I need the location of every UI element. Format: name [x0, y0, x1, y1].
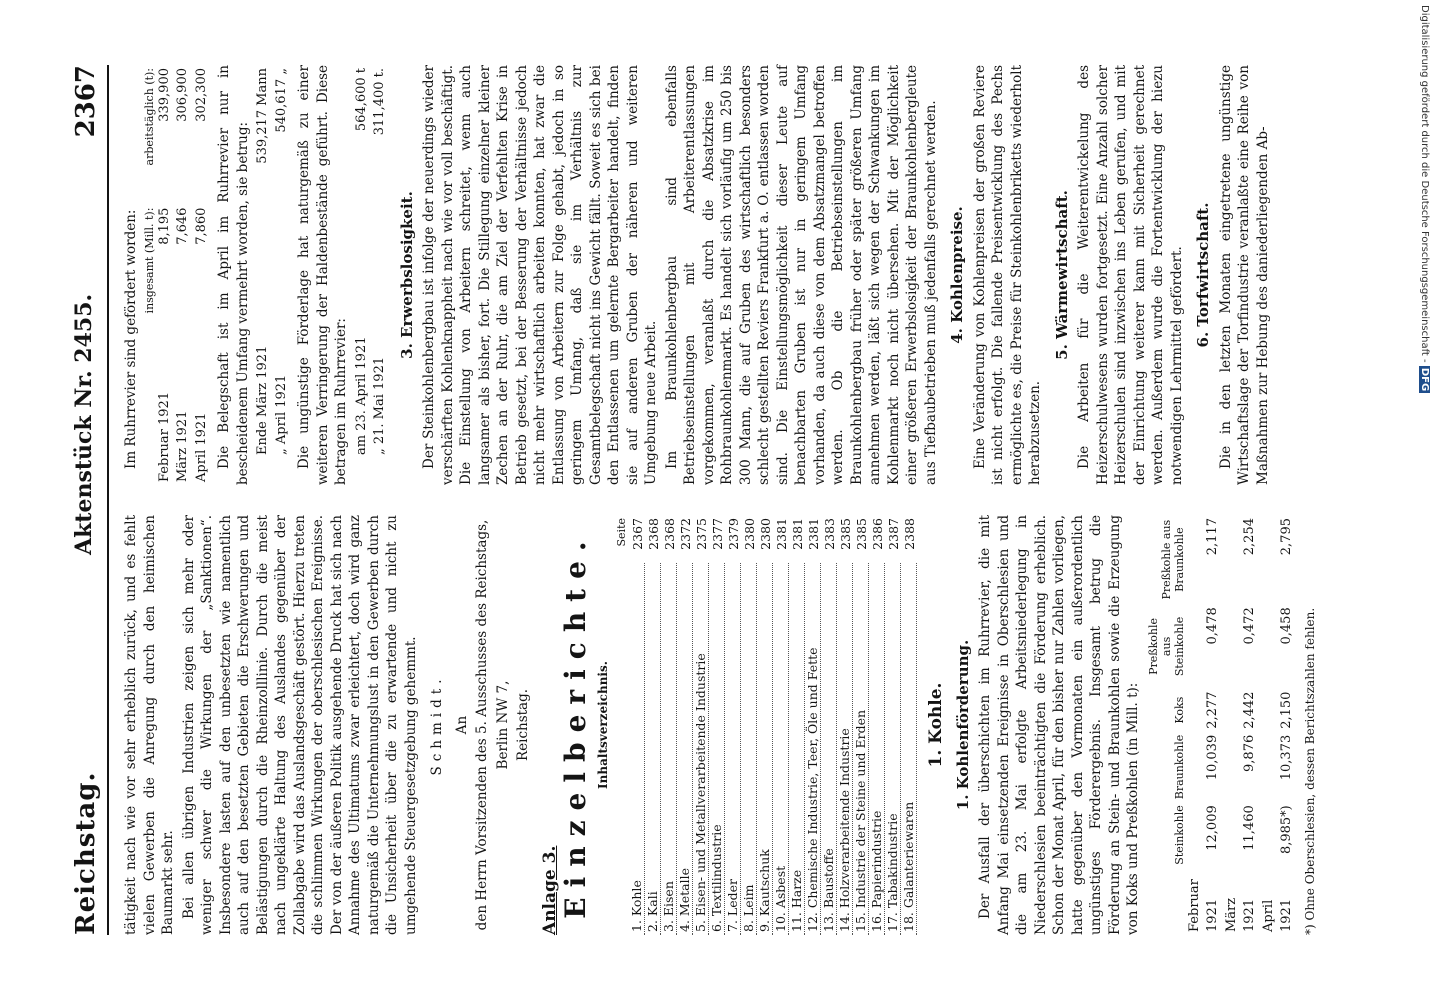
table-row [353, 65, 372, 485]
paragraph: Der Steinkohlenbergbau ist infolge der neuerdings wieder verschärften Kohlenknappheit nach wie vor voll beschäftigt. Die Einstellung von Arbeitern schreitet, wenn auch langsamer als bisher, fort. Die Stillegung einzelner kleiner Zechen an der Ruhr, die am Ziel der Verfehlten Krise in Betrieb gesetzt, bei der Besserung der Verhältnisse jedoch nicht mehr wirtschaftlich arbeiten konnten, hat zwar die Entlassung von Arbeitern zur Folge gehabt, jedoch in so geringem Umfang, daß sie im Verhältnis zur Gesamtbelegschaft nicht ins Gewicht fällt. Soweit es sich bei den Entlassenen um gelernte Bergarbeiter handelt, finden sie auf anderen Gruben der näheren und weiteren Umgebung neue Arbeit. [421, 65, 659, 485]
toc-row [661, 515, 677, 935]
table-cell: 540,617 „ [273, 68, 289, 133]
toc-label: 13. Baustoffe [821, 563, 837, 935]
paragraph: Die Belegschaft ist im April im Ruhrrevier nur in bescheidenem Umfang vermehrt worden, sie betrug: [216, 65, 251, 485]
table-cell: „ 21. Mai 1921 [372, 356, 387, 455]
toc-page: 2386 [869, 518, 885, 550]
table-cell: 564,600 t [353, 68, 369, 132]
table-cell: 7,860 [193, 207, 209, 245]
toc-row [821, 515, 837, 935]
table-header: Preßkohle aus Braunkohle [1159, 519, 1186, 600]
toc-label: 7. Leder [725, 563, 741, 935]
table-cell: 2,150 [1279, 691, 1294, 729]
table-row [156, 65, 175, 485]
table-cell: 10,039 [1205, 734, 1220, 781]
toc-row [789, 515, 805, 935]
table-cell: 0,478 [1205, 607, 1220, 645]
addressee-line: den Herrn Vorsitzenden des 5. Ausschusses des Reichstags, [474, 519, 490, 931]
toc-page: 2388 [901, 518, 917, 550]
toc-page: 2367 [629, 518, 645, 550]
paragraph: tätigkeit nach wie vor sehr erheblich zurück, und es fehlt vielen Gewerben die Anregung durch den heimischen Baumarkt sehr. [123, 515, 176, 935]
heading-erwerbslosigkeit: 3. Erwerbslosigkeit. [397, 191, 416, 359]
toc-row [741, 515, 757, 935]
toc-label: 10. Asbest [773, 563, 789, 935]
appendix-label: Anlage 3. [539, 845, 560, 935]
table-cell: 8,195 [156, 207, 172, 245]
toc-label: 12. Chemische Industrie, Teer, Öle und Fette [805, 563, 821, 935]
table-header [1147, 868, 1186, 935]
toc-row [901, 515, 917, 935]
belegschaft-table [254, 65, 291, 485]
paragraph: Die ungünstige Förderlage hat naturgemäß zu einer weiteren Verringerung der Haldenbestände geführt. Diese betragen im Ruhrrevier: [296, 65, 349, 485]
toc-page: 2381 [805, 518, 821, 550]
toc-row [805, 515, 821, 935]
paragraph: Der Ausfall der überschichten im Ruhrrevier, die mit Anfang Mai einsetzenden Ereignisse in Oberschlesien und die am 23. Mai erfolgte Arbeitsniederlegung in Niederschlesien beeinträchtigten die Förderung erheblich. Schon der Monat April, für den bisher nur Zahlen vorliegen, hatte gegenüber den Vormonaten ein außerordentlich ungünstiges Förderergebnis. Insgesamt betrug die Förderung an Stein- und Braunkohlen sowie die Erzeugung von Koks und Preßkohlen (in Mill. t): [977, 515, 1141, 935]
toc-page: 2379 [725, 518, 741, 550]
paragraph: Im Ruhrrevier sind gefördert worden: [123, 209, 139, 469]
heading-torfwirtschaft: 6. Torfwirtschaft. [1194, 202, 1212, 348]
table-row [273, 65, 292, 485]
signature: Schmidt. [429, 674, 445, 776]
dfg-side-strip [1416, 5, 1430, 965]
toc-label: 8. Leim [741, 563, 757, 935]
toc-page: 2380 [741, 518, 757, 550]
header-left: Reichstag. [71, 771, 101, 935]
paragraph: Bei allen übrigen Industrien zeigen sich mehr oder weniger schwer die Wirkungen der „Sanktionen“. Insbesondere lasten auf den unbesetzten wie namentlich auch auf den besetzten Gebieten die Erschwerungen und Belästigungen durch die Rheinzolllinie. Durch die meist nach ungeklärte Haltung des Auslandes gegenüber der Zollabgabe wird das Auslandsgeschäft gestört. Hierzu treten die schlimmen Wirkungen der oberschlesischen Ereignisse. Der von der äußeren Politik ausgehende Druck hat sich nach Annahme des Ultimatums zwar erleichtert, doch wird ganz naturgemäß die Unternehmungslust in den Gewerben durch die Unsicherheit über die zu erwartende und nicht zu umgehende Steuergesetzgebung gehemmt. [180, 515, 419, 935]
table-cell: 12,009 [1205, 805, 1220, 851]
heading-waermewirtschaft: 5. Wärmewirtschaft. [1052, 190, 1071, 360]
table-cell: März 1921 [1223, 897, 1257, 932]
toc-page: 2385 [853, 518, 869, 550]
table-of-contents [614, 515, 917, 935]
production-table [1147, 515, 1297, 935]
paragraph: Eine Veränderung von Kohlenpreisen der großen Reviere ist nicht erfolgt. Die fallende Preisentwicklung des Pechs ermöglichte es, die Preise für Steinkohlenbriketts wiederholt herabzusetzen. [971, 65, 1043, 485]
table-row [1223, 515, 1260, 935]
table-cell: 9,876 [1242, 734, 1257, 772]
left-column [122, 515, 1321, 935]
toc-page-heading: Seite [615, 518, 628, 547]
table-row [371, 65, 390, 485]
table-header: arbeitstäglich (t): [142, 68, 156, 166]
table-cell: April 1921 [193, 412, 209, 482]
table-cell: Februar 1921 [1186, 879, 1220, 932]
toc-row [773, 515, 789, 935]
table-header: Braunkohle [1172, 734, 1186, 800]
table-cell: Februar 1921 [156, 391, 172, 482]
toc-row [853, 515, 869, 935]
toc-label: 18. Galanteriewaren [901, 563, 917, 935]
dfg-credit [1416, 5, 1430, 965]
heading-kohle: 1. Kohle. [926, 682, 946, 768]
paragraph: Die Arbeiten für die Weiterentwickelung des Heizerschulwesens wurden fortgesetzt. Eine Anzahl solcher Heizerschulen sind inzwischen ins Leben gerufen, und mit der Einrichtung weiterer kann mit Sicherheit gerechnet werden. Außerdem wurde die Fortentwicklung der hiezu notwendigen Lehrmittel gefördert. [1076, 65, 1185, 485]
toc-row [645, 515, 661, 935]
toc-row [629, 515, 645, 935]
toc-label: 16. Papierindustrie [869, 563, 885, 935]
table-cell: 0,458 [1279, 607, 1294, 645]
toc-page: 2381 [789, 518, 805, 550]
toc-row [757, 515, 773, 935]
table-cell: April 1921 [1260, 898, 1294, 932]
toc-label: 4. Metalle [677, 563, 693, 935]
address-an: An [453, 715, 470, 735]
table-cell: 10,373 [1279, 734, 1294, 781]
toc-row [837, 515, 853, 935]
toc-label: 2. Kali [645, 563, 661, 935]
paragraph: Die in den letzten Monaten eingetretene ungünstige Wirtschaftslage der Torfindustrie veranlaßte eine Reihe von Maßnahmen zur Hebung des daniederliegenden Ab- [1217, 65, 1271, 485]
table-cell: 7,646 [175, 207, 190, 245]
table-cell: am 23. April 1921 [353, 336, 369, 455]
toc-page: 2381 [773, 518, 789, 550]
toc-label: 17. Tabakindustrie [885, 563, 901, 935]
addressee-line: Reichstag. [515, 688, 531, 762]
table-row [174, 65, 193, 485]
table-cell: 302,300 [193, 68, 209, 122]
table-cell: 306,900 [175, 68, 190, 122]
table-cell: 2,117 [1205, 518, 1220, 556]
dfg-logo: DFG [1419, 367, 1430, 392]
addressee-line: Berlin NW 7, [494, 680, 511, 770]
toc-page: 2387 [885, 518, 901, 550]
table-cell: 2,277 [1205, 691, 1220, 729]
table-cell: 339,900 [156, 68, 172, 122]
table-cell: 2,254 [1242, 518, 1257, 556]
ruhr-table [143, 65, 212, 485]
toc-label: 15. Industrie der Steine und Erden [853, 563, 869, 935]
page-number: 2367 [71, 65, 101, 138]
table-header: insgesamt (Mill. t): [142, 207, 156, 314]
toc-row [677, 515, 693, 935]
table-header: Koks [1172, 696, 1186, 724]
heading-kohlenpreise: 4. Kohlenpreise. [948, 206, 966, 344]
toc-label: 14. Holzverarbeitende Industrie [837, 563, 853, 935]
toc-label: 1. Kohle [629, 563, 645, 935]
halden-table [353, 65, 390, 485]
table-cell: 11,460 [1242, 805, 1257, 851]
table-cell: 2,795 [1279, 518, 1294, 556]
right-column [122, 65, 1274, 485]
toc-heading: Inhaltsverzeichnis. [595, 661, 610, 789]
table-cell: 0,472 [1242, 607, 1257, 645]
toc-label: 9. Kautschuk [757, 563, 773, 935]
toc-page: 2383 [821, 518, 837, 550]
table-row [1186, 515, 1223, 935]
section-title: Einzelberichte. [559, 531, 592, 919]
table-row [1260, 515, 1297, 935]
table-header: Steinkohle [1172, 805, 1186, 865]
toc-row [885, 515, 901, 935]
toc-page: 2375 [693, 518, 709, 550]
table-cell: 539,217 Mann [255, 68, 270, 164]
toc-row [725, 515, 741, 935]
rotated-page [32, 25, 1402, 975]
toc-page: 2368 [645, 518, 661, 550]
toc-page: 2377 [709, 518, 725, 550]
table-header: Preßkohle aus Steinkohle [1146, 616, 1186, 677]
table-cell: 2,442 [1242, 691, 1257, 729]
table-cell: März 1921 [175, 410, 190, 482]
table-cell: „ April 1921 [273, 374, 289, 455]
toc-row [869, 515, 885, 935]
paragraph: Im Braunkohlenbergbau sind ebenfalls Betriebseinstellungen mit Arbeiterentlassungen vorgekommen, veranlaßt durch die Absatzkrise im Rohbraunkohlenmarkt. Es handelt sich vorläufig um 250 bis 300 Mann, die auf Gruben des wirtschaftlich besonders schlecht gestellten Reviers Frankfurt a. O. entlassen worden sind. Die Einstellungsmöglichkeit dieser Leute auf benachbarten Gruben ist nur in geringem Umfang vorhanden, da auch diese von dem Absatzmangel betroffen werden. Ob die Betriebseinstellungen im Braunkohlenbergbau früher oder später größeren Umfang annehmen werden, läßt sich wegen der Schwankungen im Kohlenmarkt noch nicht übersehen. Mit der Möglichkeit einer größeren Erwerbslosigkeit der Braunkohlenbergleute aus Tiefbaubetrieben muß jedenfalls gerechnet werden. [663, 65, 939, 485]
toc-row [709, 515, 725, 935]
dfg-credit-text: Digitalisierung gefördert durch die Deutsche Forschungsgemeinschaft - [1419, 5, 1430, 363]
table-cell: 311,400 t. [372, 68, 387, 136]
toc-label: 11. Harze [789, 563, 805, 935]
table-row [254, 65, 273, 485]
header-document-number: Aktenstück Nr. 2455. [71, 293, 97, 555]
toc-label: 3. Eisen [661, 563, 677, 935]
footnote: *) Ohne Oberschlesien, dessen Berichtszahlen fehlen. [1302, 607, 1317, 935]
toc-row [693, 515, 709, 935]
toc-page: 2372 [677, 518, 693, 550]
table-cell: Ende März 1921 [255, 345, 270, 455]
table-row [193, 65, 212, 485]
toc-page: 2368 [661, 518, 677, 550]
toc-page: 2385 [837, 518, 853, 550]
table-cell: 8,985*) [1279, 805, 1294, 855]
toc-label: 6. Textilindustrie [709, 563, 725, 935]
page-header [67, 65, 109, 935]
heading-kohlenfoerderung: 1. Kohlenförderung. [953, 639, 972, 811]
toc-page: 2380 [757, 518, 773, 550]
toc-label: 5. Eisen- und Metallverarbeitende Industrie [693, 563, 709, 935]
